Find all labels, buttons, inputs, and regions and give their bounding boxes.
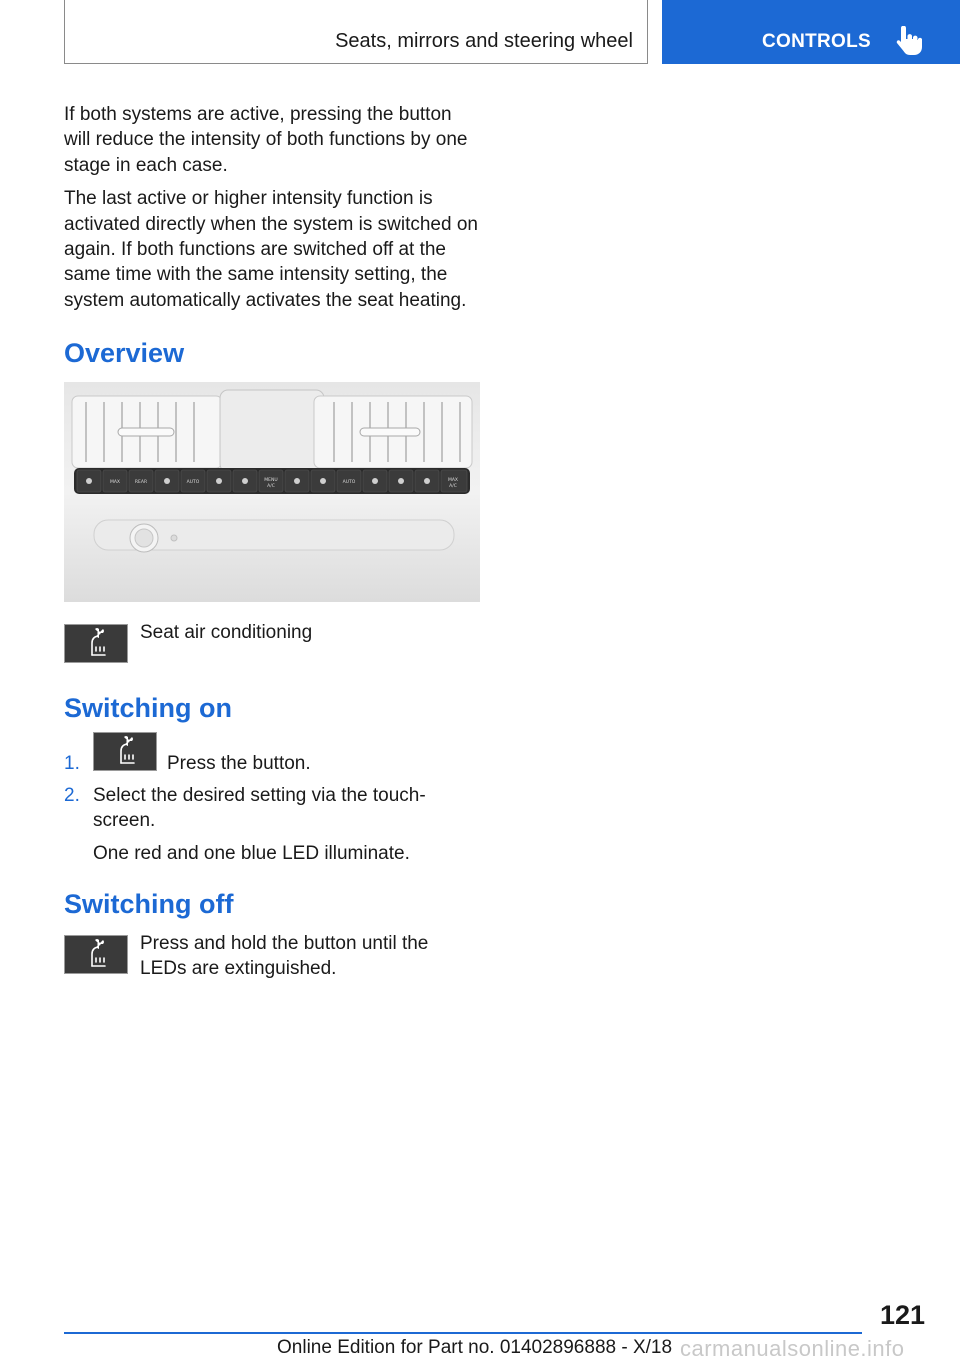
step-result: One red and one blue LED illuminate. bbox=[93, 843, 410, 864]
step-text: Press the button. bbox=[167, 753, 311, 774]
switching-off-text: Press and hold the button until the LEDs are extinguished. bbox=[140, 933, 429, 980]
panel-label: A/C bbox=[449, 484, 457, 489]
header-section-box bbox=[64, 0, 648, 64]
chapter-tab[interactable] bbox=[662, 0, 960, 64]
panel-label: MENU bbox=[264, 478, 278, 483]
intro-paragraph-2: The last active or higher intensity function is activated directly when the system is switched on again. If both functions are switched off at the same time with the same intensity setting, the system automatically activates the seat heating. bbox=[64, 188, 478, 311]
watermark: carmanualsonline.info bbox=[680, 1336, 905, 1361]
footer-rule bbox=[64, 1332, 862, 1334]
edition-text: Online Edition for Part no. 01402896888 - X/18 bbox=[277, 1337, 673, 1358]
panel-label: A/C bbox=[267, 484, 275, 489]
intro-paragraph-1: If both systems are active, pressing the button will reduce the intensity of both functions by one stage in each case. bbox=[64, 104, 468, 176]
page-number: 121 bbox=[880, 1300, 926, 1330]
panel-label: MAX bbox=[109, 480, 121, 485]
seat-ventilation-button-icon bbox=[93, 732, 157, 771]
chapter-tab-label: CONTROLS bbox=[762, 31, 872, 52]
overview-heading: Overview bbox=[64, 338, 185, 368]
panel-label: REAR bbox=[134, 480, 148, 485]
step-number: 2. bbox=[64, 785, 80, 806]
step-text: Select the desired setting via the touch-screen. bbox=[93, 785, 426, 832]
panel-label: AUTO bbox=[186, 480, 200, 485]
intro-column bbox=[64, 102, 480, 321]
step-number: 1. bbox=[64, 753, 80, 774]
climate-control-panel-image bbox=[64, 382, 480, 602]
icon-caption: Seat air conditioning bbox=[140, 622, 313, 643]
section-title: Seats, mirrors and steering wheel bbox=[335, 30, 633, 52]
switching-off-heading: Switching off bbox=[64, 889, 234, 919]
seat-ventilation-icon bbox=[64, 624, 128, 663]
pointing-hand-icon bbox=[894, 26, 922, 56]
panel-label: MAX bbox=[447, 478, 459, 483]
switching-on-heading: Switching on bbox=[64, 693, 232, 723]
seat-ventilation-icon bbox=[64, 935, 128, 974]
panel-label: AUTO bbox=[342, 480, 356, 485]
